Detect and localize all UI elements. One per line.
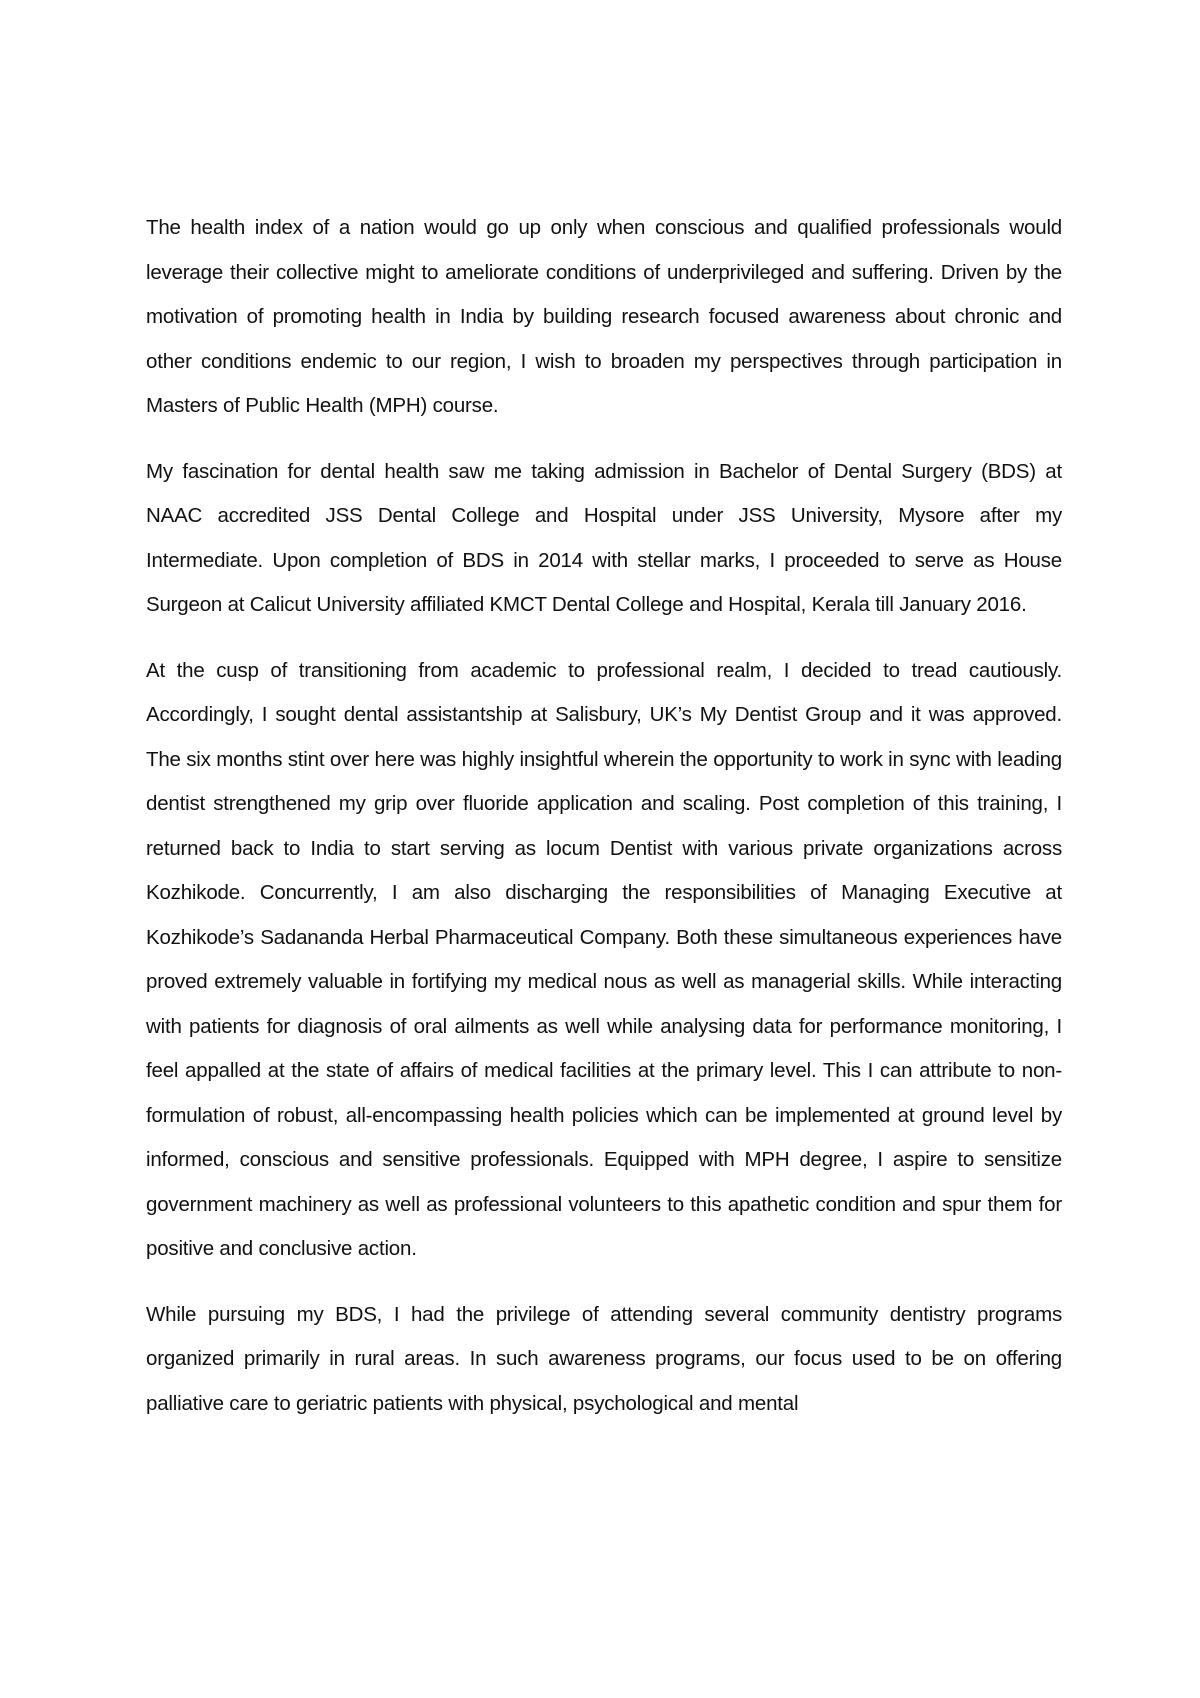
- paragraph-experience: At the cusp of transitioning from academic to professional realm, I decided to tread cautiously. Accordingly, I sought dental assistantship at Salisbury, UK’s My Dentist Group and it was approved. The six months stint over here was highly insightful wherein the opportunity to work in sync with leading dentist strengthened my grip over fluoride application and scaling. Post completion of this training, I returned back to India to start serving as locum Dentist with various private organizations across Kozhikode. Concurrently, I am also discharging the responsibilities of Managing Executive at Kozhikode’s Sadananda Herbal Pharmaceutical Company. Both these simultaneous experiences have proved extremely valuable in fortifying my medical nous as well as managerial skills. While interacting with patients for diagnosis of oral ailments as well while analysing data for performance monitoring, I feel appalled at the state of affairs of medical facilities at the primary level. This I can attribute to non-formulation of robust, all-encompassing health policies which can be implemented at ground level by informed, conscious and sensitive professionals. Equipped with MPH degree, I aspire to sensitize government machinery as well as professional volunteers to this apathetic condition and spur them for positive and conclusive action.: [146, 658, 1062, 1260]
- paragraph-community: While pursuing my BDS, I had the privilege of attending several community dentistry programs organized primarily in rural areas. In such awareness programs, our focus used to be on offering palliative care to geriatric patients with physical, psychological and mental: [146, 1302, 1062, 1415]
- document-body: [146, 206, 1062, 1426]
- paragraph-education: My fascination for dental health saw me taking admission in Bachelor of Dental Surgery (BDS) at NAAC accredited JSS Dental College and Hospital under JSS University, Mysore after my Intermediate. Upon completion of BDS in 2014 with stellar marks, I proceeded to serve as House Surgeon at Calicut University affiliated KMCT Dental College and Hospital, Kerala till January 2016.: [146, 459, 1062, 616]
- paragraph-intro: The health index of a nation would go up only when conscious and qualified professionals would leverage their collective might to ameliorate conditions of underprivileged and suffering. Driven by the motivation of promoting health in India by building research focused awareness about chronic and other conditions endemic to our region, I wish to broaden my perspectives through participation in Masters of Public Health (MPH) course.: [146, 216, 1062, 417]
